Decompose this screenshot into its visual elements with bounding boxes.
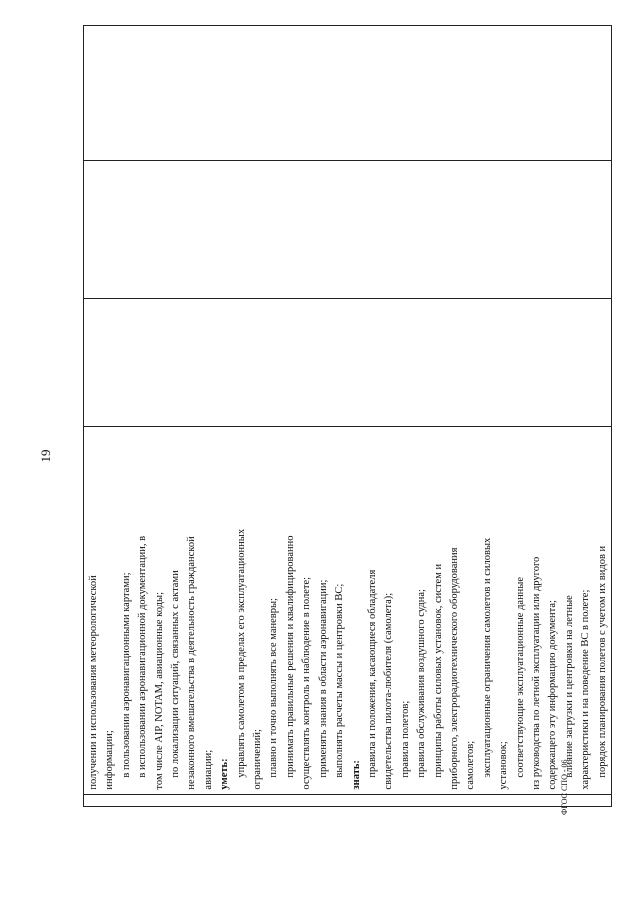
table-cell-empty xyxy=(84,160,612,298)
content-line: авиации; xyxy=(202,749,214,790)
content-line: характеристики и на поведение ВС в полете; xyxy=(580,589,592,790)
content-line: в использовании аэронавигационной документации, в xyxy=(137,535,149,778)
content-heading: уметь: xyxy=(219,758,231,790)
content-line: влияние загрузки и центровки на летные xyxy=(563,595,575,778)
content-line: правила обслуживания воздушного судна; xyxy=(416,589,428,778)
content-line: ограничений; xyxy=(252,729,264,790)
table-row xyxy=(84,26,612,807)
table-cell-empty xyxy=(84,298,612,427)
table-cell-content xyxy=(84,427,612,794)
content-line: принципы работы силовых установок, систем и xyxy=(432,563,444,778)
content-line: информации; xyxy=(104,730,116,790)
content-line: из руководства по летной эксплуатации или другого xyxy=(530,556,542,790)
content-line: управлять самолетом в пределах его эксплуатационных xyxy=(235,528,247,778)
content-line: соответствующие эксплуатационные данные xyxy=(514,576,526,778)
curriculum-table xyxy=(83,25,612,807)
content-line: порядок планирования полетов с учетом их видов и xyxy=(596,545,608,778)
content-line: приборного, электрорадиотехнического оборудования xyxy=(448,547,460,790)
content-line: установок; xyxy=(498,741,510,790)
document-code-footer: ФГОС СПО - 06 xyxy=(560,759,569,815)
table-cell-narrow xyxy=(84,794,612,806)
content-line: свидетельства пилота-любителя (самолета); xyxy=(383,592,395,790)
content-line: правила и положения, касающиеся обладателя xyxy=(366,569,378,778)
content-line: правила полетов; xyxy=(399,700,411,778)
content-heading: знать: xyxy=(350,760,362,790)
content-line: содержащего эту информацию документа; xyxy=(547,600,559,790)
content-line: по локализации ситуаций, связанных с актами xyxy=(170,570,182,778)
content-line: выполнять расчеты массы и центровки ВС; xyxy=(334,583,346,778)
page-number: 19 xyxy=(38,449,53,463)
content-line: получении и использования метеорологической xyxy=(88,575,99,790)
content-line: незаконного вмешательства в деятельность гражданской xyxy=(186,536,198,790)
content-line: применять знания в области аэронавигации; xyxy=(317,579,329,778)
content-line: в пользовании аэронавигационными картами; xyxy=(120,572,132,778)
content-line: эксплуатационные ограничения самолетов и силовых xyxy=(481,537,493,778)
content-line: осуществлять контроль и наблюдение в полете; xyxy=(301,576,313,790)
content-line: том числе AIP, NOTAM, авиационные коды; xyxy=(153,592,165,790)
table-cell-empty xyxy=(84,26,612,161)
content-line: самолетов; xyxy=(465,740,477,790)
content-line: принимать правильные решения и квалифицированно xyxy=(284,535,296,778)
content-line: плавно и точно выполнять все маневры; xyxy=(268,598,280,778)
